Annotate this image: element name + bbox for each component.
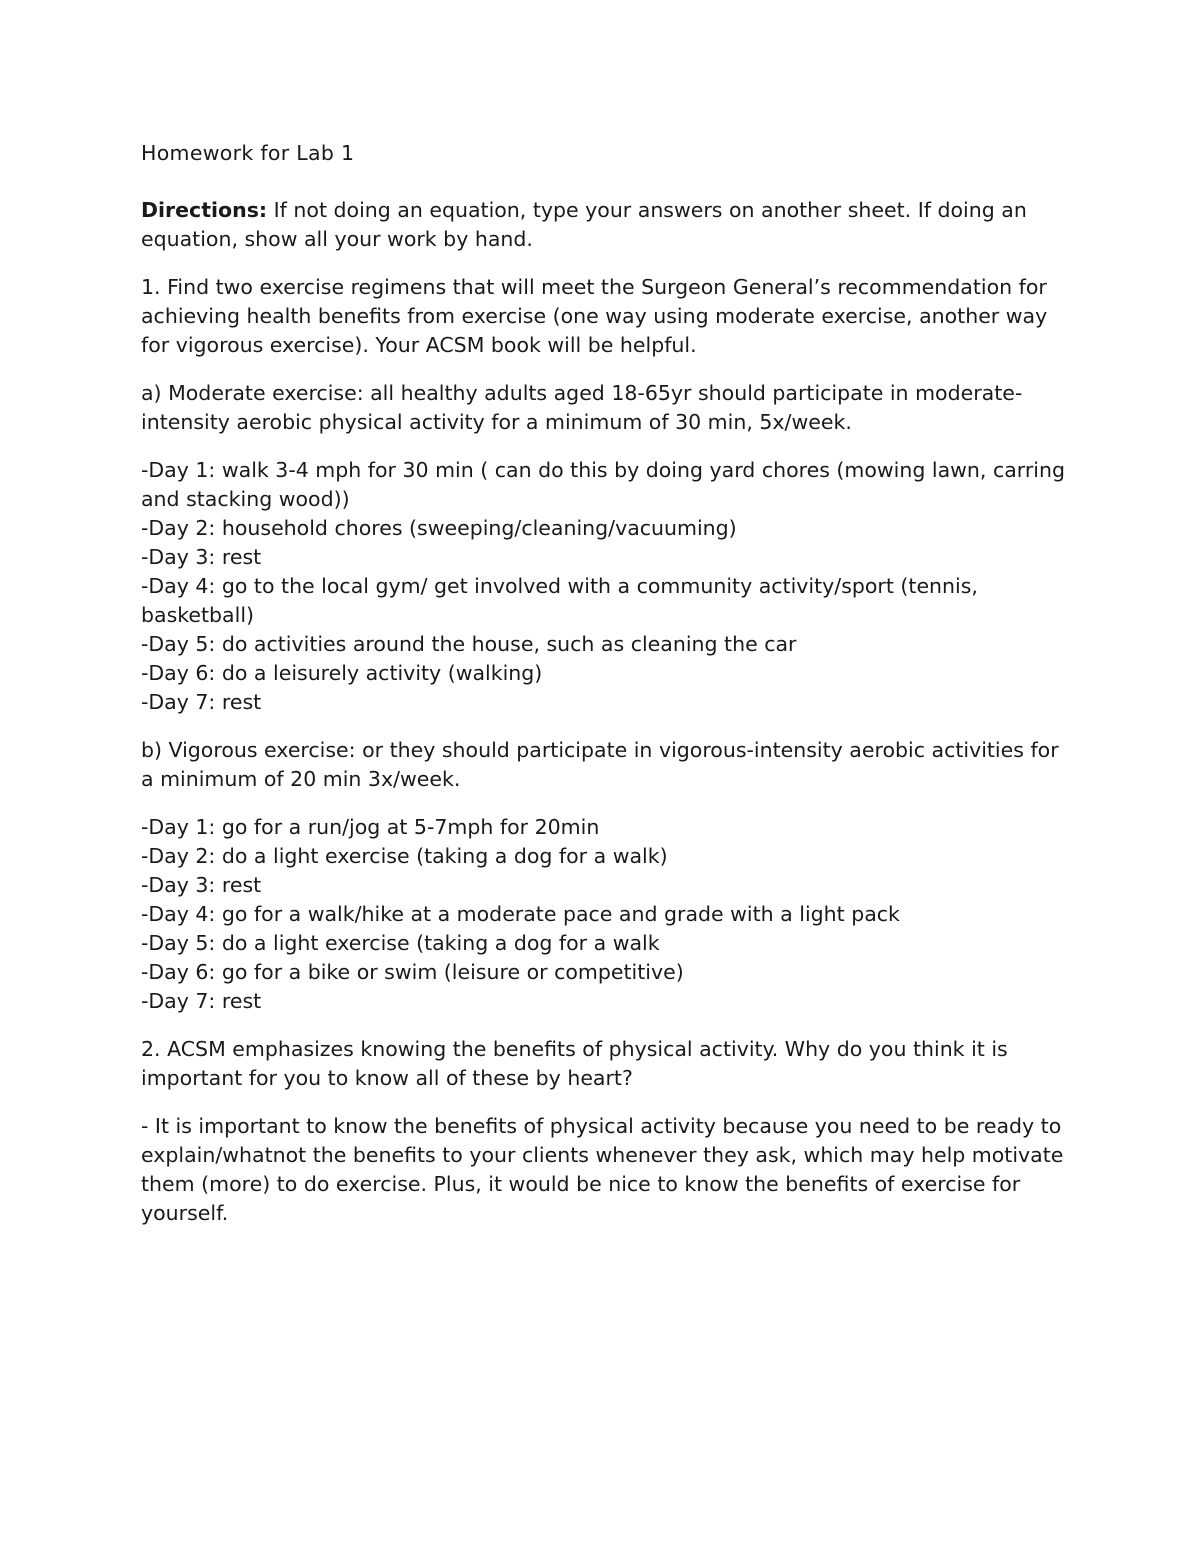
question-1: 1. Find two exercise regimens that will meet the Surgeon General’s recommendation for achieving health benefits from exercise (one way using moderate exercise, another way for vigorous exercise). Your ACSM book will be helpful.	[141, 275, 1048, 357]
list-item: -Day 3: rest	[141, 545, 262, 569]
list-item: -Day 7: rest	[141, 690, 262, 714]
list-item: -Day 4: go for a walk/hike at a moderate pace and grade with a light pack	[141, 902, 900, 926]
directions-label: Directions:	[141, 198, 268, 222]
list-item: -Day 7: rest	[141, 989, 262, 1013]
page-title: Homework for Lab 1	[141, 141, 355, 165]
list-item: -Day 2: household chores (sweeping/cleaning/vacuuming)	[141, 516, 737, 540]
vigorous-exercise-intro: b) Vigorous exercise: or they should participate in vigorous-intensity aerobic activities for a minimum of 20 min 3x/week.	[141, 738, 1059, 791]
list-item: -Day 6: do a leisurely activity (walking)	[141, 661, 543, 685]
list-item: -Day 5: do activities around the house, such as cleaning the car	[141, 632, 797, 656]
moderate-exercise-intro: a) Moderate exercise: all healthy adults aged 18-65yr should participate in moderate-intensity aerobic physical activity for a minimum of 30 min, 5x/week.	[141, 381, 1023, 434]
list-item: -Day 6: go for a bike or swim (leisure or competitive)	[141, 960, 684, 984]
answer-2: - It is important to know the benefits of physical activity because you need to be ready to explain/whatnot the benefits to your clients whenever they ask, which may help motivate them (more) to do exercise. Plus, it would be nice to know the benefits of exercise for yourself.	[141, 1114, 1064, 1225]
question-2: 2. ACSM emphasizes knowing the benefits of physical activity. Why do you think it is important for you to know all of these by heart?	[141, 1037, 1008, 1090]
list-item: -Day 1: walk 3-4 mph for 30 min ( can do this by doing yard chores (mowing lawn, carring and stacking wood))	[141, 458, 1065, 511]
list-item: -Day 5: do a light exercise (taking a dog for a walk	[141, 931, 660, 955]
list-item: -Day 2: do a light exercise (taking a dog for a walk)	[141, 844, 668, 868]
list-item: -Day 3: rest	[141, 873, 262, 897]
document-page	[141, 139, 1076, 1247]
list-item: -Day 1: go for a run/jog at 5-7mph for 20min	[141, 815, 600, 839]
list-item: -Day 4: go to the local gym/ get involved with a community activity/sport (tennis, basketball)	[141, 574, 978, 627]
directions-paragraph	[141, 196, 1076, 254]
vigorous-day-list	[141, 813, 1076, 1016]
directions-text: If not doing an equation, type your answers on another sheet. If doing an equation, show all your work by hand.	[141, 198, 1027, 251]
moderate-day-list	[141, 456, 1076, 717]
